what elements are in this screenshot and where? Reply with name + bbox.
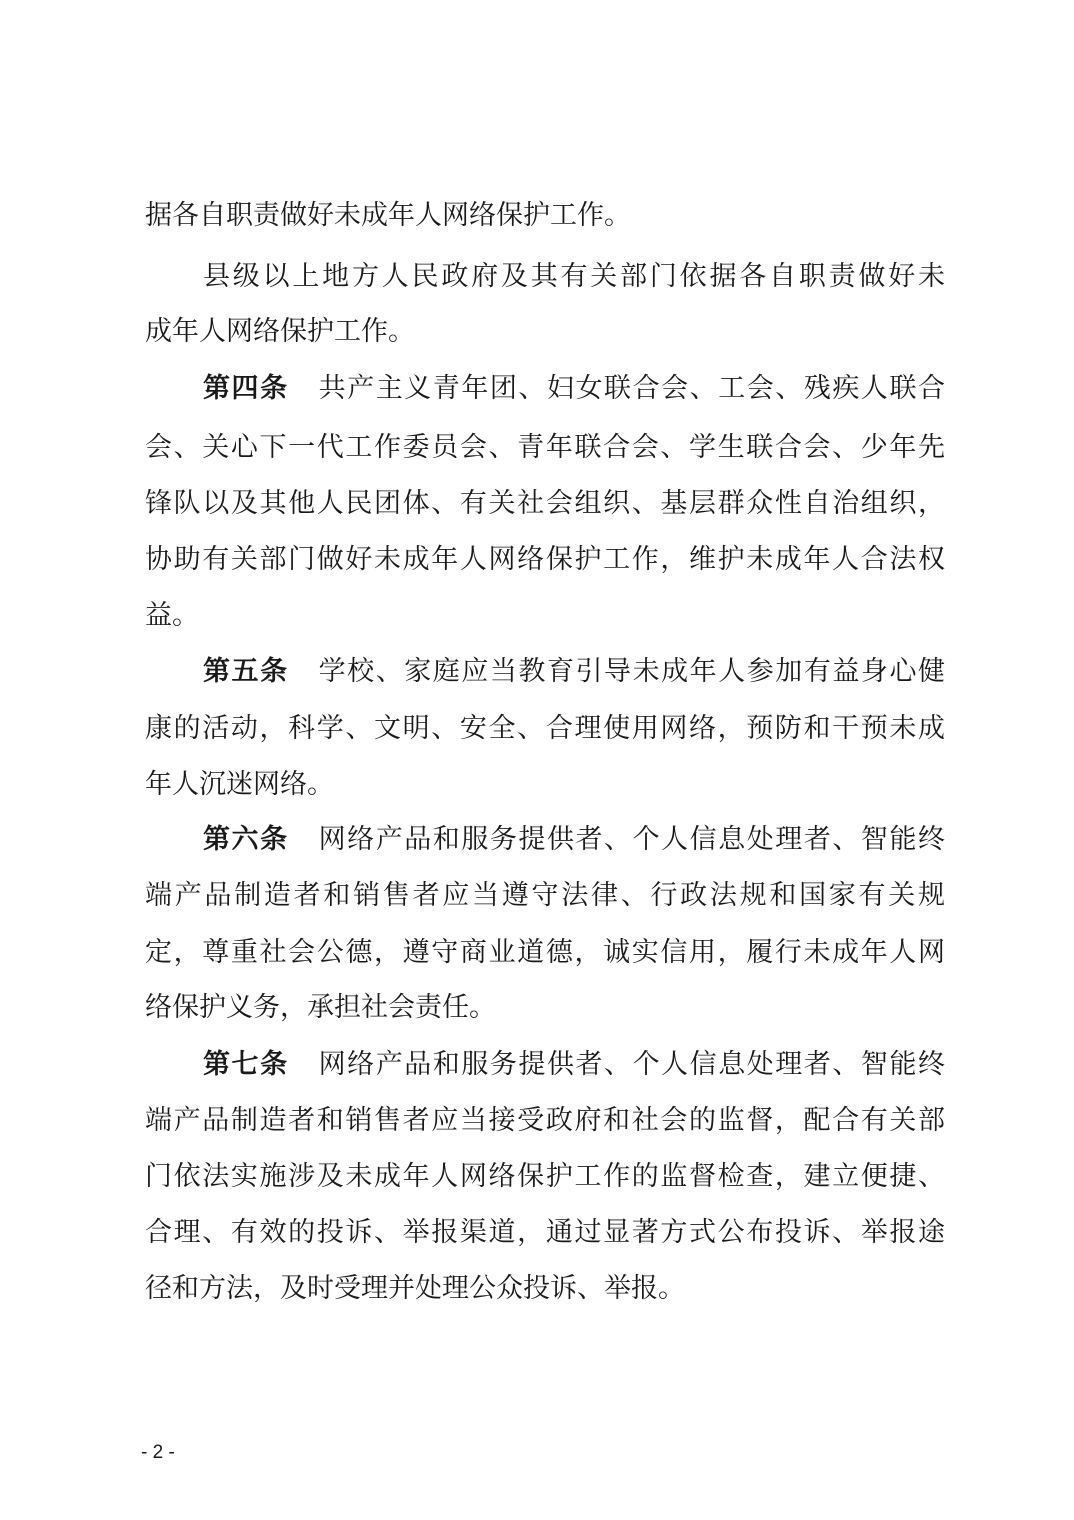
article-label: 第四条	[203, 373, 289, 404]
text-segment: 共产主义青年团、妇女联合会、工会、残疾人联合	[318, 373, 945, 404]
article-label: 第五条	[203, 656, 289, 687]
text-line: 门依法实施涉及未成年人网络保护工作的监督检查，建立便捷、	[145, 1161, 945, 1192]
page-number: - 2 -	[141, 1442, 175, 1463]
text-line: 径和方法，及时受理并处理公众投诉、举报。	[145, 1273, 685, 1304]
text-line: 络保护义务，承担社会责任。	[145, 992, 496, 1023]
text-line: 年人沉迷网络。	[145, 769, 334, 800]
text-line: 定，尊重社会公德，遵守商业道德，诚实信用，履行未成年人网	[145, 937, 945, 968]
text-line: 县级以上地方人民政府及其有关部门依据各自职责做好未	[203, 261, 945, 292]
text-line: 据各自职责做好未成年人网络保护工作。	[145, 200, 631, 231]
text-line: 康的活动，科学、文明、安全、合理使用网络，预防和干预未成	[145, 713, 945, 744]
text-line: 合理、有效的投诉、举报渠道，通过显著方式公布投诉、举报途	[145, 1217, 945, 1248]
text-segment: 学校、家庭应当教育引导未成年人参加有益身心健	[318, 656, 945, 687]
text-line: 端产品制造者和销售者应当遵守法律、行政法规和国家有关规	[145, 880, 945, 911]
article-5-first-line	[203, 652, 945, 692]
text-line: 端产品制造者和销售者应当接受政府和社会的监督，配合有关部	[145, 1105, 945, 1136]
text-segment: 网络产品和服务提供者、个人信息处理者、智能终	[318, 824, 945, 855]
article-7-first-line	[203, 1045, 945, 1085]
article-label: 第六条	[203, 824, 289, 855]
text-line: 协助有关部门做好未成年人网络保护工作，维护未成年人合法权	[145, 544, 945, 575]
text-line: 成年人网络保护工作。	[145, 316, 415, 347]
article-4-first-line	[203, 369, 945, 409]
text-line: 会、关心下一代工作委员会、青年联合会、学生联合会、少年先	[145, 432, 945, 463]
article-label: 第七条	[203, 1049, 289, 1080]
text-line: 益。	[145, 600, 199, 631]
article-6-first-line	[203, 820, 945, 860]
text-segment: 网络产品和服务提供者、个人信息处理者、智能终	[318, 1049, 945, 1080]
text-line: 锋队以及其他人民团体、有关社会组织、基层群众性自治组织，	[145, 488, 945, 519]
